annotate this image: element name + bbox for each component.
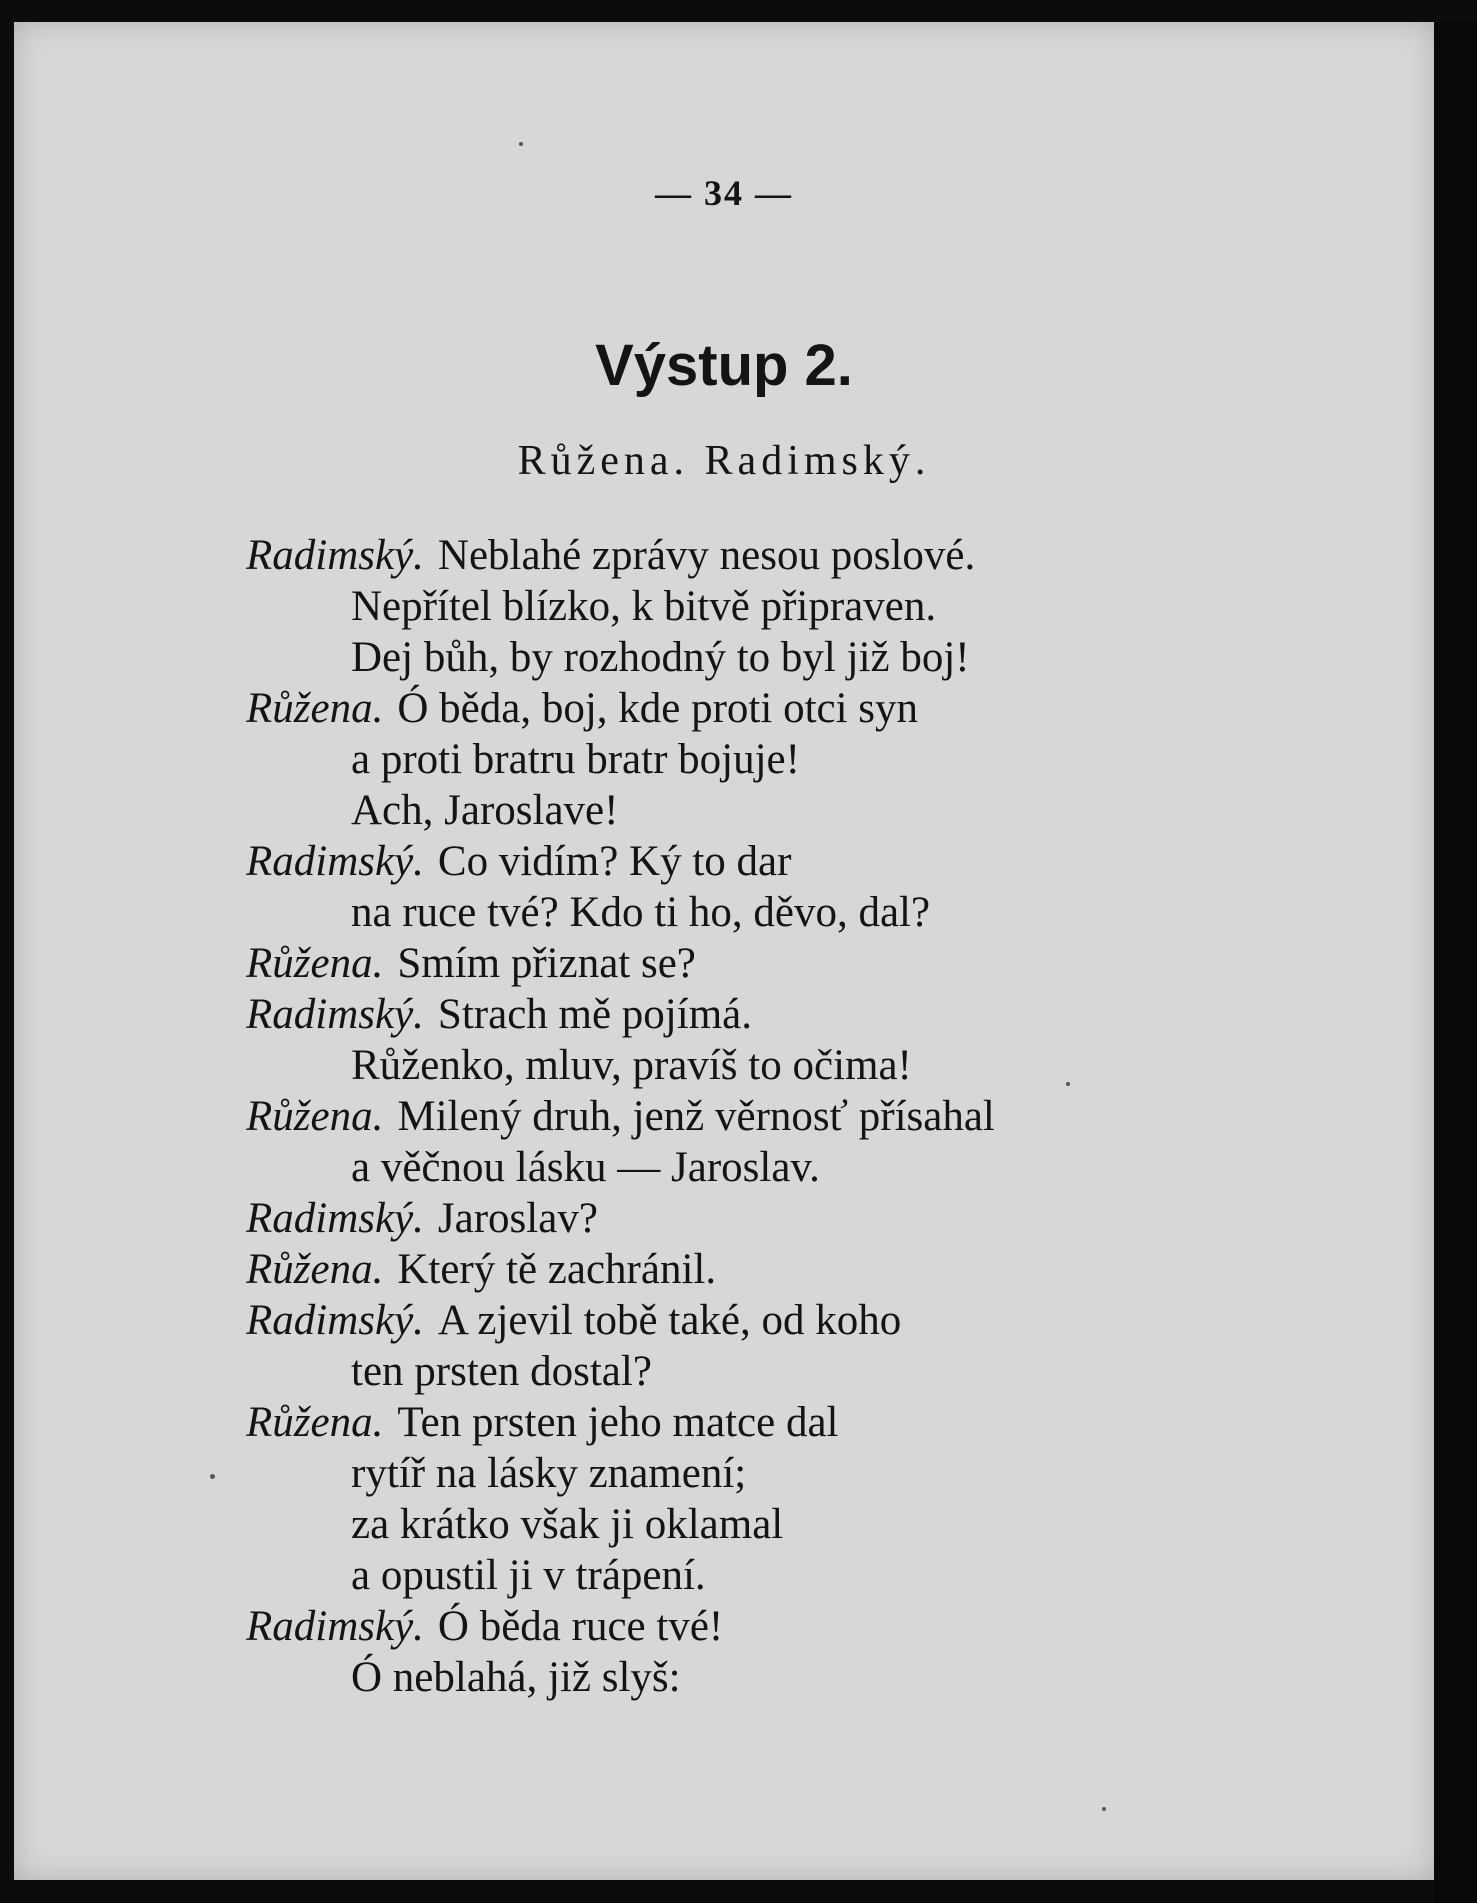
dialogue-line [246,938,1396,989]
dialogue-line [246,581,1396,632]
line-text: ten prsten dostal? [351,1348,652,1395]
paper-speck [210,1474,215,1479]
line-text: Jaroslav? [437,1195,598,1242]
speaker-name: Růžena. [246,940,384,987]
line-text: Růženko, mluv, pravíš to očima! [351,1042,912,1089]
line-text: Nepřítel blízko, k bitvě připraven. [351,583,937,630]
dialogue-line [246,1193,1396,1244]
dialogue-line [246,1142,1396,1193]
scene-title: Výstup 2. [595,333,853,398]
book-page [14,22,1434,1880]
line-text: Ach, Jaroslave! [351,787,619,834]
speaker-name: Růžena. [246,685,384,732]
line-text: a opustil ji v trápení. [351,1552,706,1599]
line-text: Ó běda, boj, kde proti otci syn [397,685,919,732]
line-text: a věčnou lásku — Jaroslav. [351,1144,820,1191]
dialogue-line [246,1397,1396,1448]
dialogue-line [246,785,1396,836]
line-text: a proti bratru bratr bojuje! [351,736,800,783]
dialogue-line [246,1601,1396,1652]
line-text: Ten prsten jeho matce dal [397,1399,839,1446]
dialogue-line [246,1346,1396,1397]
speaker-name: Radimský. [246,1603,424,1650]
dialogue-line [246,887,1396,938]
dialogue-line [246,836,1396,887]
line-text: A zjevil tobě také, od koho [437,1297,902,1344]
line-text: rytíř na lásky znamení; [351,1450,747,1497]
speaker-name: Radimský. [246,991,424,1038]
line-text: Neblahé zprávy nesou poslové. [437,532,976,579]
line-text: Ó běda ruce tvé! [437,1603,724,1650]
line-text: Který tě zachránil. [397,1246,717,1293]
dialogue-line [246,530,1396,581]
dialogue-line [246,1550,1396,1601]
dialogue-verse [246,530,1396,1703]
dialogue-line [246,632,1396,683]
paper-speck [519,142,523,146]
dialogue-line [246,1448,1396,1499]
line-text: Ó neblahá, již slyš: [351,1654,681,1701]
line-text: Smím přiznat se? [397,940,696,987]
line-text: na ruce tvé? Kdo ti ho, děvo, dal? [351,889,931,936]
dialogue-line [246,989,1396,1040]
dialogue-line [246,1244,1396,1295]
dialogue-line [246,1499,1396,1550]
dialogue-line [246,1652,1396,1703]
page-binding-edge [1434,22,1477,1903]
dialogue-line [246,683,1396,734]
line-text: Co vidím? Ký to dar [437,838,792,885]
dialogue-line [246,1040,1396,1091]
paper-speck [1102,1807,1106,1811]
dialogue-line [246,1295,1396,1346]
speaker-name: Radimský. [246,532,424,579]
dialogue-line [246,1091,1396,1142]
dialogue-line [246,734,1396,785]
scene-characters: Růžena. Radimský. [517,438,931,484]
speaker-name: Radimský. [246,838,424,885]
line-text: za krátko však ji oklamal [351,1501,784,1548]
speaker-name: Růžena. [246,1246,384,1293]
paper-speck [1066,1082,1070,1086]
page-number: — 34 — [655,173,793,213]
line-text: Milený druh, jenž věrnosť přísahal [397,1093,995,1140]
speaker-name: Radimský. [246,1195,424,1242]
speaker-name: Růžena. [246,1399,384,1446]
line-text: Dej bůh, by rozhodný to byl již boj! [351,634,970,681]
line-text: Strach mě pojímá. [437,991,752,1038]
speaker-name: Radimský. [246,1297,424,1344]
speaker-name: Růžena. [246,1093,384,1140]
